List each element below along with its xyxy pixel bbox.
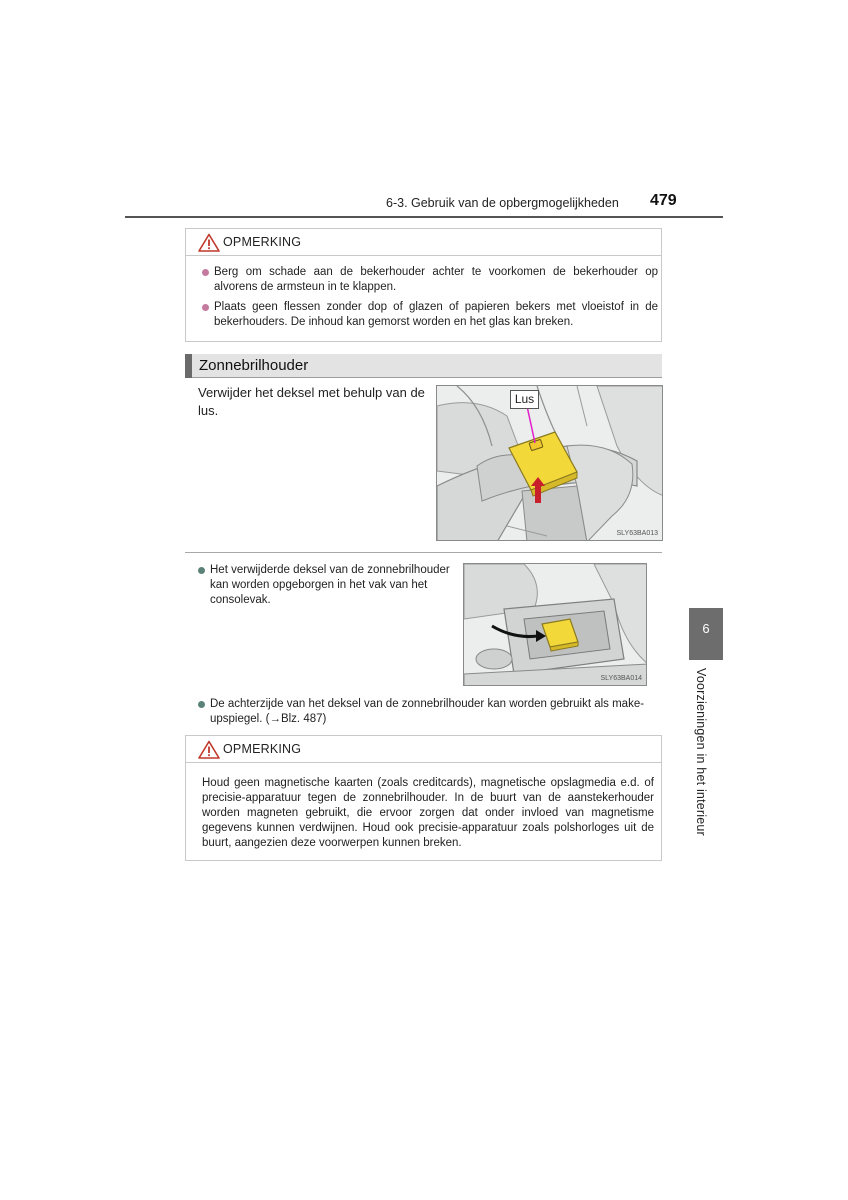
notice-header — [186, 736, 661, 763]
notice-body: Houd geen magnetische kaarten (zoals creditcards), magnetische opslagmedia e.d. of precisie-apparatuur tegen de zonnebrilhouder. In de buurt van de aanstekerhouder worden magneten gebruikt, die ervoor zorgen dat onder invloed van magnetisme gegevens kunnen verdwijnen. Houd ook precisie-apparatuur zoals polshorloges uit de buurt, aangezien deze voorwerpen kunnen breken. — [202, 777, 654, 849]
intro-text: Verwijder het deksel met behulp van de lus. — [198, 385, 425, 418]
callout-label-text: Lus — [514, 392, 535, 406]
list-item — [200, 300, 658, 330]
section-divider — [185, 552, 662, 553]
section-heading-bar — [185, 354, 192, 378]
list-item-text: Het verwijderde deksel van de zonnebrilhouder kan worden opgeborgen in het vak van het consolevak. — [210, 564, 450, 606]
warning-icon — [198, 740, 220, 759]
section-title: 6-3. Gebruik van de opbergmogelijkheden — [386, 196, 619, 210]
page-number: 479 — [650, 192, 677, 209]
notice-box-2 — [185, 735, 662, 861]
list-item — [198, 697, 658, 727]
console-storage-illustration — [464, 564, 647, 686]
list-item-text: De achterzijde van het deksel van de zonnebrilhouder kan worden gebruikt als make-upspiegel. (→Blz. 487) — [210, 698, 645, 725]
chapter-number: 6 — [702, 621, 710, 636]
list-item-text: Berg om schade aan de bekerhouder achter te voorkomen de bekerhouder op alvorens de armsteun in te klappen. — [214, 266, 658, 293]
chapter-tab[interactable] — [689, 608, 723, 660]
notice-title: OPMERKING — [223, 742, 302, 756]
bullet-icon — [198, 567, 205, 574]
bullet-icon — [202, 269, 209, 276]
callout-label — [510, 390, 539, 409]
figure-code: SLY63BA014 — [600, 675, 642, 682]
chapter-label: Voorzieningen in het interieur — [694, 668, 708, 836]
figure-code: SLY63BA013 — [616, 530, 658, 537]
list-item-text: Plaats geen flessen zonder dop of glazen of papieren bekers met vloeistof in de bekerhouders. De inhoud kan gemorst worden en het glas kan breken. — [214, 301, 658, 328]
section-heading-title: Zonnebrilhouder — [199, 357, 309, 374]
bullet-icon — [202, 304, 209, 311]
notice-header — [186, 229, 661, 256]
section-heading — [185, 354, 662, 378]
warning-icon — [198, 233, 220, 252]
bullet-icon — [198, 701, 205, 708]
list-item — [200, 265, 658, 295]
notice-title: OPMERKING — [223, 235, 302, 249]
header-rule — [125, 216, 723, 218]
notice-box-1 — [185, 228, 662, 342]
figure-console-storage — [463, 563, 647, 686]
figure-console-lid — [436, 385, 663, 541]
notice-body — [200, 265, 658, 335]
console-lid-illustration — [437, 386, 663, 541]
list-item — [198, 563, 458, 608]
